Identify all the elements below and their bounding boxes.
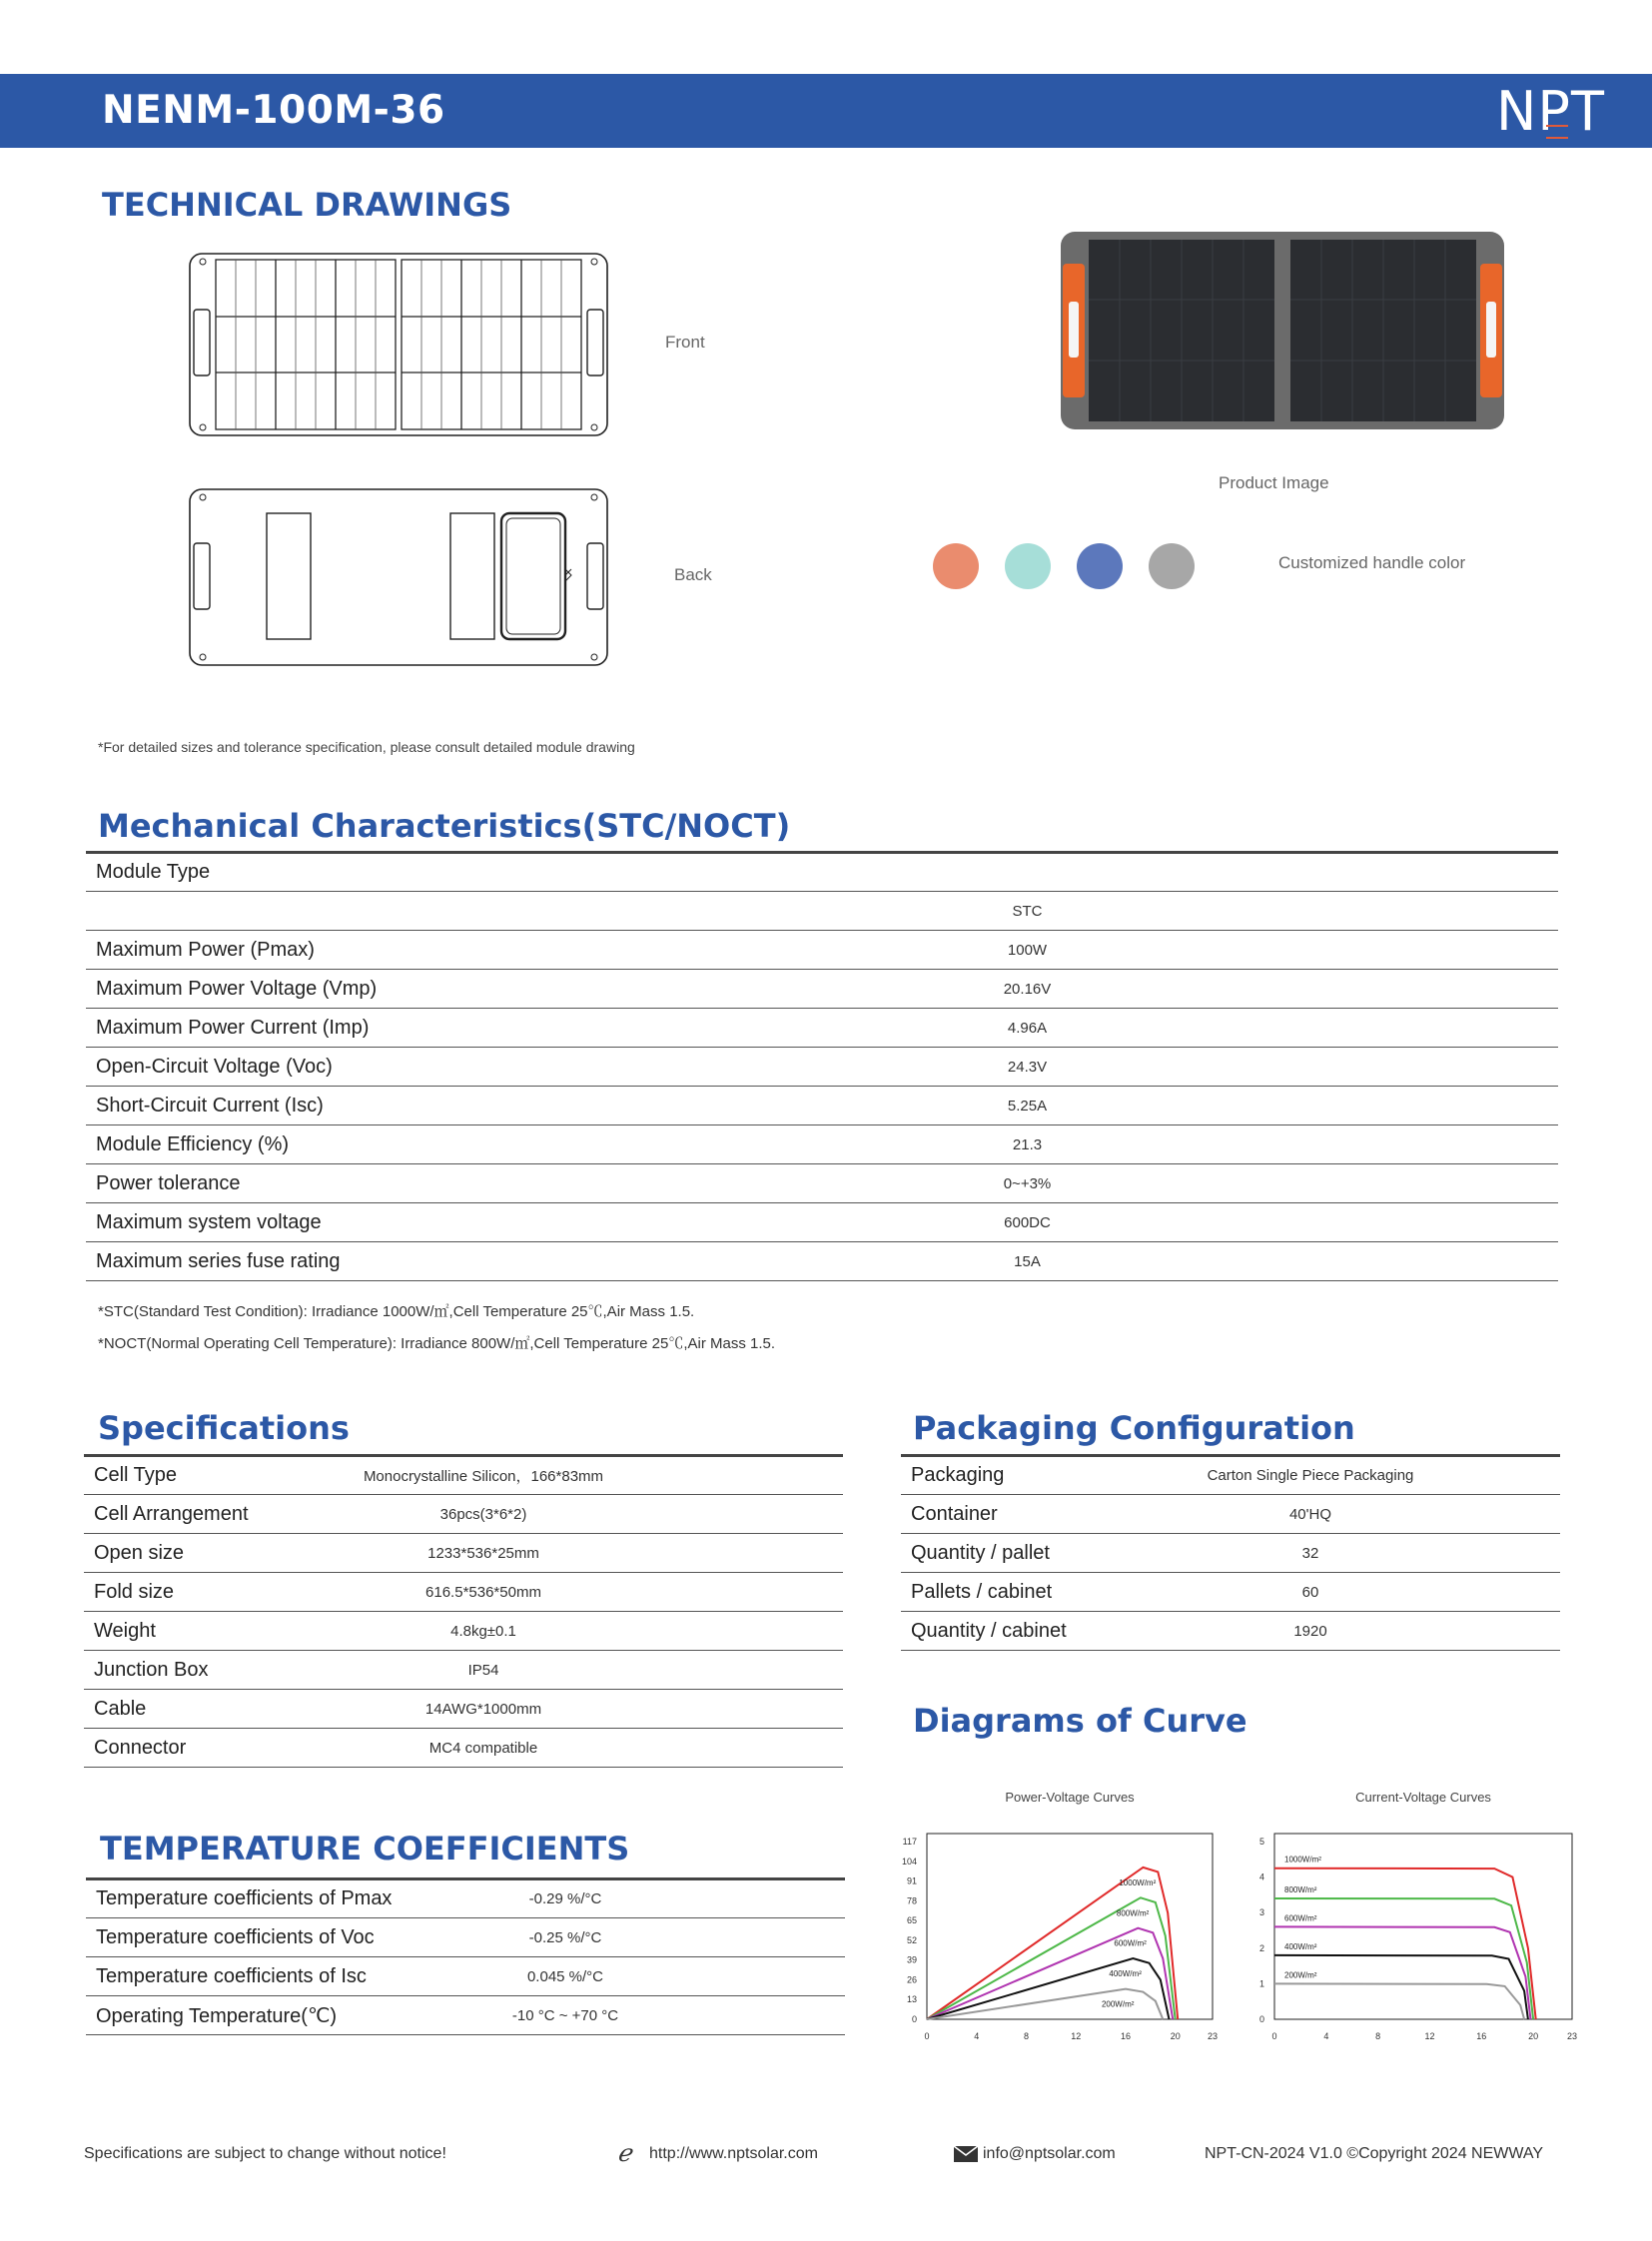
table-row: Open size 1233*536*25mm [84, 1534, 843, 1573]
table-row: Short-Circuit Current (Isc) 5.25A [86, 1087, 1558, 1125]
power-voltage-chart [879, 1778, 1229, 2047]
table-row: Maximum Power Voltage (Vmp) 20.16V [86, 970, 1558, 1009]
temperature-title: TEMPERATURE COEFFICIENTS [100, 1830, 630, 1868]
y-tick-label: 5 [1258, 1837, 1264, 1847]
series-label: 200W/m² [1284, 1970, 1317, 1980]
table-row: Module Efficiency (%) 21.3 [86, 1125, 1558, 1164]
table-row: Maximum series fuse rating 15A [86, 1242, 1558, 1281]
series-line [1274, 1983, 1524, 2019]
series-label: 200W/m² [1101, 1999, 1135, 2009]
series-label: 400W/m² [1109, 1969, 1142, 1979]
table-row: Power tolerance 0~+3% [86, 1164, 1558, 1203]
current-voltage-chart [1239, 1778, 1588, 2047]
table-row: Weight 4.8kg±0.1 [84, 1612, 843, 1651]
table-row: Packaging Carton Single Piece Packaging [901, 1456, 1560, 1495]
y-tick-label: 26 [906, 1974, 917, 1985]
y-tick-label: 39 [906, 1954, 917, 1965]
y-tick-label: 78 [906, 1895, 917, 1906]
packaging-title: Packaging Configuration [913, 1409, 1355, 1447]
mail-icon [953, 2145, 979, 2163]
y-tick-label: 52 [906, 1934, 917, 1945]
table-row: Maximum Power Current (Imp) 4.96A [86, 1009, 1558, 1048]
table-row: Cell Arrangement 36pcs(3*6*2) [84, 1495, 843, 1534]
x-tick-label: 20 [1528, 2031, 1539, 2041]
x-tick-label: 8 [1375, 2031, 1381, 2041]
table-row: Temperature coefficients of Isc 0.045 %/°C [86, 1957, 845, 1996]
x-tick-label: 4 [1323, 2031, 1329, 2041]
x-tick-label: 23 [1207, 2031, 1219, 2041]
table-row: Junction Box IP54 [84, 1651, 843, 1690]
table-row: Connector MC4 compatible [84, 1729, 843, 1768]
product-image [1059, 230, 1506, 431]
product-image-label: Product Image [1219, 473, 1329, 492]
chart-title: Power-Voltage Curves [1005, 1790, 1135, 1805]
table-row: Cable 14AWG*1000mm [84, 1690, 843, 1729]
table-row: Pallets / cabinet 60 [901, 1573, 1560, 1612]
x-tick-label: 4 [974, 2031, 980, 2041]
mechanical-table [86, 851, 1558, 1281]
series-label: 600W/m² [1284, 1913, 1317, 1923]
y-tick-label: 2 [1258, 1942, 1264, 1953]
table-row: Open-Circuit Voltage (Voc) 24.3V [86, 1048, 1558, 1087]
x-tick-label: 12 [1071, 2031, 1082, 2041]
y-tick-label: 0 [1258, 2014, 1264, 2024]
y-tick-label: 13 [906, 1994, 917, 2005]
handle-color-gray-swatch [1149, 543, 1195, 589]
table-row: Temperature coefficients of Voc -0.25 %/°C [86, 1918, 845, 1957]
specifications-title: Specifications [98, 1409, 350, 1447]
handle-color-teal-swatch [1005, 543, 1051, 589]
table-row: Quantity / pallet 32 [901, 1534, 1560, 1573]
temperature-table [86, 1877, 845, 2035]
table-row: Maximum Power (Pmax) 100W [86, 931, 1558, 970]
table-row [86, 892, 1558, 931]
copyright-text: NPT-CN-2024 V1.0 ©Copyright 2024 NEWWAY [1205, 2145, 1544, 2162]
series-label: 400W/m² [1284, 1941, 1317, 1951]
series-label: 1000W/m² [1284, 1855, 1321, 1865]
table-row: Temperature coefficients of Pmax -0.29 %/°C [86, 1879, 845, 1918]
x-tick-label: 12 [1424, 2031, 1435, 2041]
x-tick-label: 8 [1023, 2031, 1029, 2041]
handle-color-orange-swatch [933, 543, 979, 589]
front-label: Front [665, 333, 705, 352]
globe-icon: ℯ [617, 2140, 632, 2167]
drawing-note: *For detailed sizes and tolerance specification, please consult detailed module drawing [98, 739, 635, 755]
back-drawing [186, 485, 611, 669]
x-tick-label: 23 [1566, 2031, 1578, 2041]
y-tick-label: 117 [902, 1837, 917, 1847]
mechanical-title: Mechanical Characteristics(STC/NOCT) [98, 807, 791, 845]
x-tick-label: 0 [924, 2031, 930, 2041]
x-tick-label: 16 [1476, 2031, 1487, 2041]
series-label: 800W/m² [1116, 1908, 1150, 1918]
noct-note: *NOCT(Normal Operating Cell Temperature): Irradiance 800W/㎡,Cell Temperature 25℃,Air Mass 1.5. [98, 1335, 776, 1352]
series-label: 1000W/m² [1119, 1877, 1157, 1887]
email-link[interactable]: info@nptsolar.com [983, 2145, 1116, 2162]
document-title: NENM-100M-36 [102, 88, 445, 133]
module-type-label: Module Type [86, 853, 645, 892]
packaging-table [901, 1454, 1560, 1651]
table-row [86, 853, 1558, 892]
handle-color-blue-swatch [1077, 543, 1123, 589]
series-line [1274, 1955, 1528, 2019]
table-row: Fold size 616.5*536*50mm [84, 1573, 843, 1612]
y-tick-label: 4 [1258, 1871, 1264, 1882]
y-tick-label: 104 [901, 1856, 917, 1867]
website-link[interactable]: http://www.nptsolar.com [649, 2145, 818, 2162]
y-tick-label: 91 [906, 1875, 917, 1886]
table-row: Container 40'HQ [901, 1495, 1560, 1534]
table-row: Quantity / cabinet 1920 [901, 1612, 1560, 1651]
curves-title: Diagrams of Curve [913, 1702, 1247, 1740]
specifications-table [84, 1454, 843, 1768]
series-label: 600W/m² [1114, 1938, 1147, 1948]
x-tick-label: 0 [1271, 2031, 1277, 2041]
handle-color-label: Customized handle color [1278, 553, 1466, 572]
logo-accent [1546, 125, 1568, 139]
technical-drawings-title: TECHNICAL DRAWINGS [102, 186, 512, 224]
front-drawing [186, 250, 611, 439]
y-tick-label: 3 [1258, 1907, 1264, 1918]
chart-title: Current-Voltage Curves [1355, 1790, 1491, 1805]
y-tick-label: 65 [906, 1915, 917, 1926]
table-row: Cell Type Monocrystalline Silicon，166*83mm [84, 1456, 843, 1495]
npt-logo: NPT [1496, 80, 1605, 143]
table-row: Operating Temperature(℃) -10 °C ~ +70 °C [86, 1996, 845, 2035]
y-tick-label: 1 [1258, 1978, 1264, 1989]
series-label: 800W/m² [1284, 1884, 1317, 1894]
x-tick-label: 20 [1170, 2031, 1181, 2041]
table-row: Maximum system voltage 600DC [86, 1203, 1558, 1242]
x-tick-label: 16 [1120, 2031, 1131, 2041]
stc-note: *STC(Standard Test Condition): Irradiance 1000W/㎡,Cell Temperature 25℃,Air Mass 1.5. [98, 1303, 695, 1320]
footer-notice: Specifications are subject to change without notice! [84, 2145, 446, 2162]
back-label: Back [674, 565, 712, 584]
stc-header: STC [645, 892, 1409, 931]
y-tick-label: 0 [911, 2014, 917, 2024]
